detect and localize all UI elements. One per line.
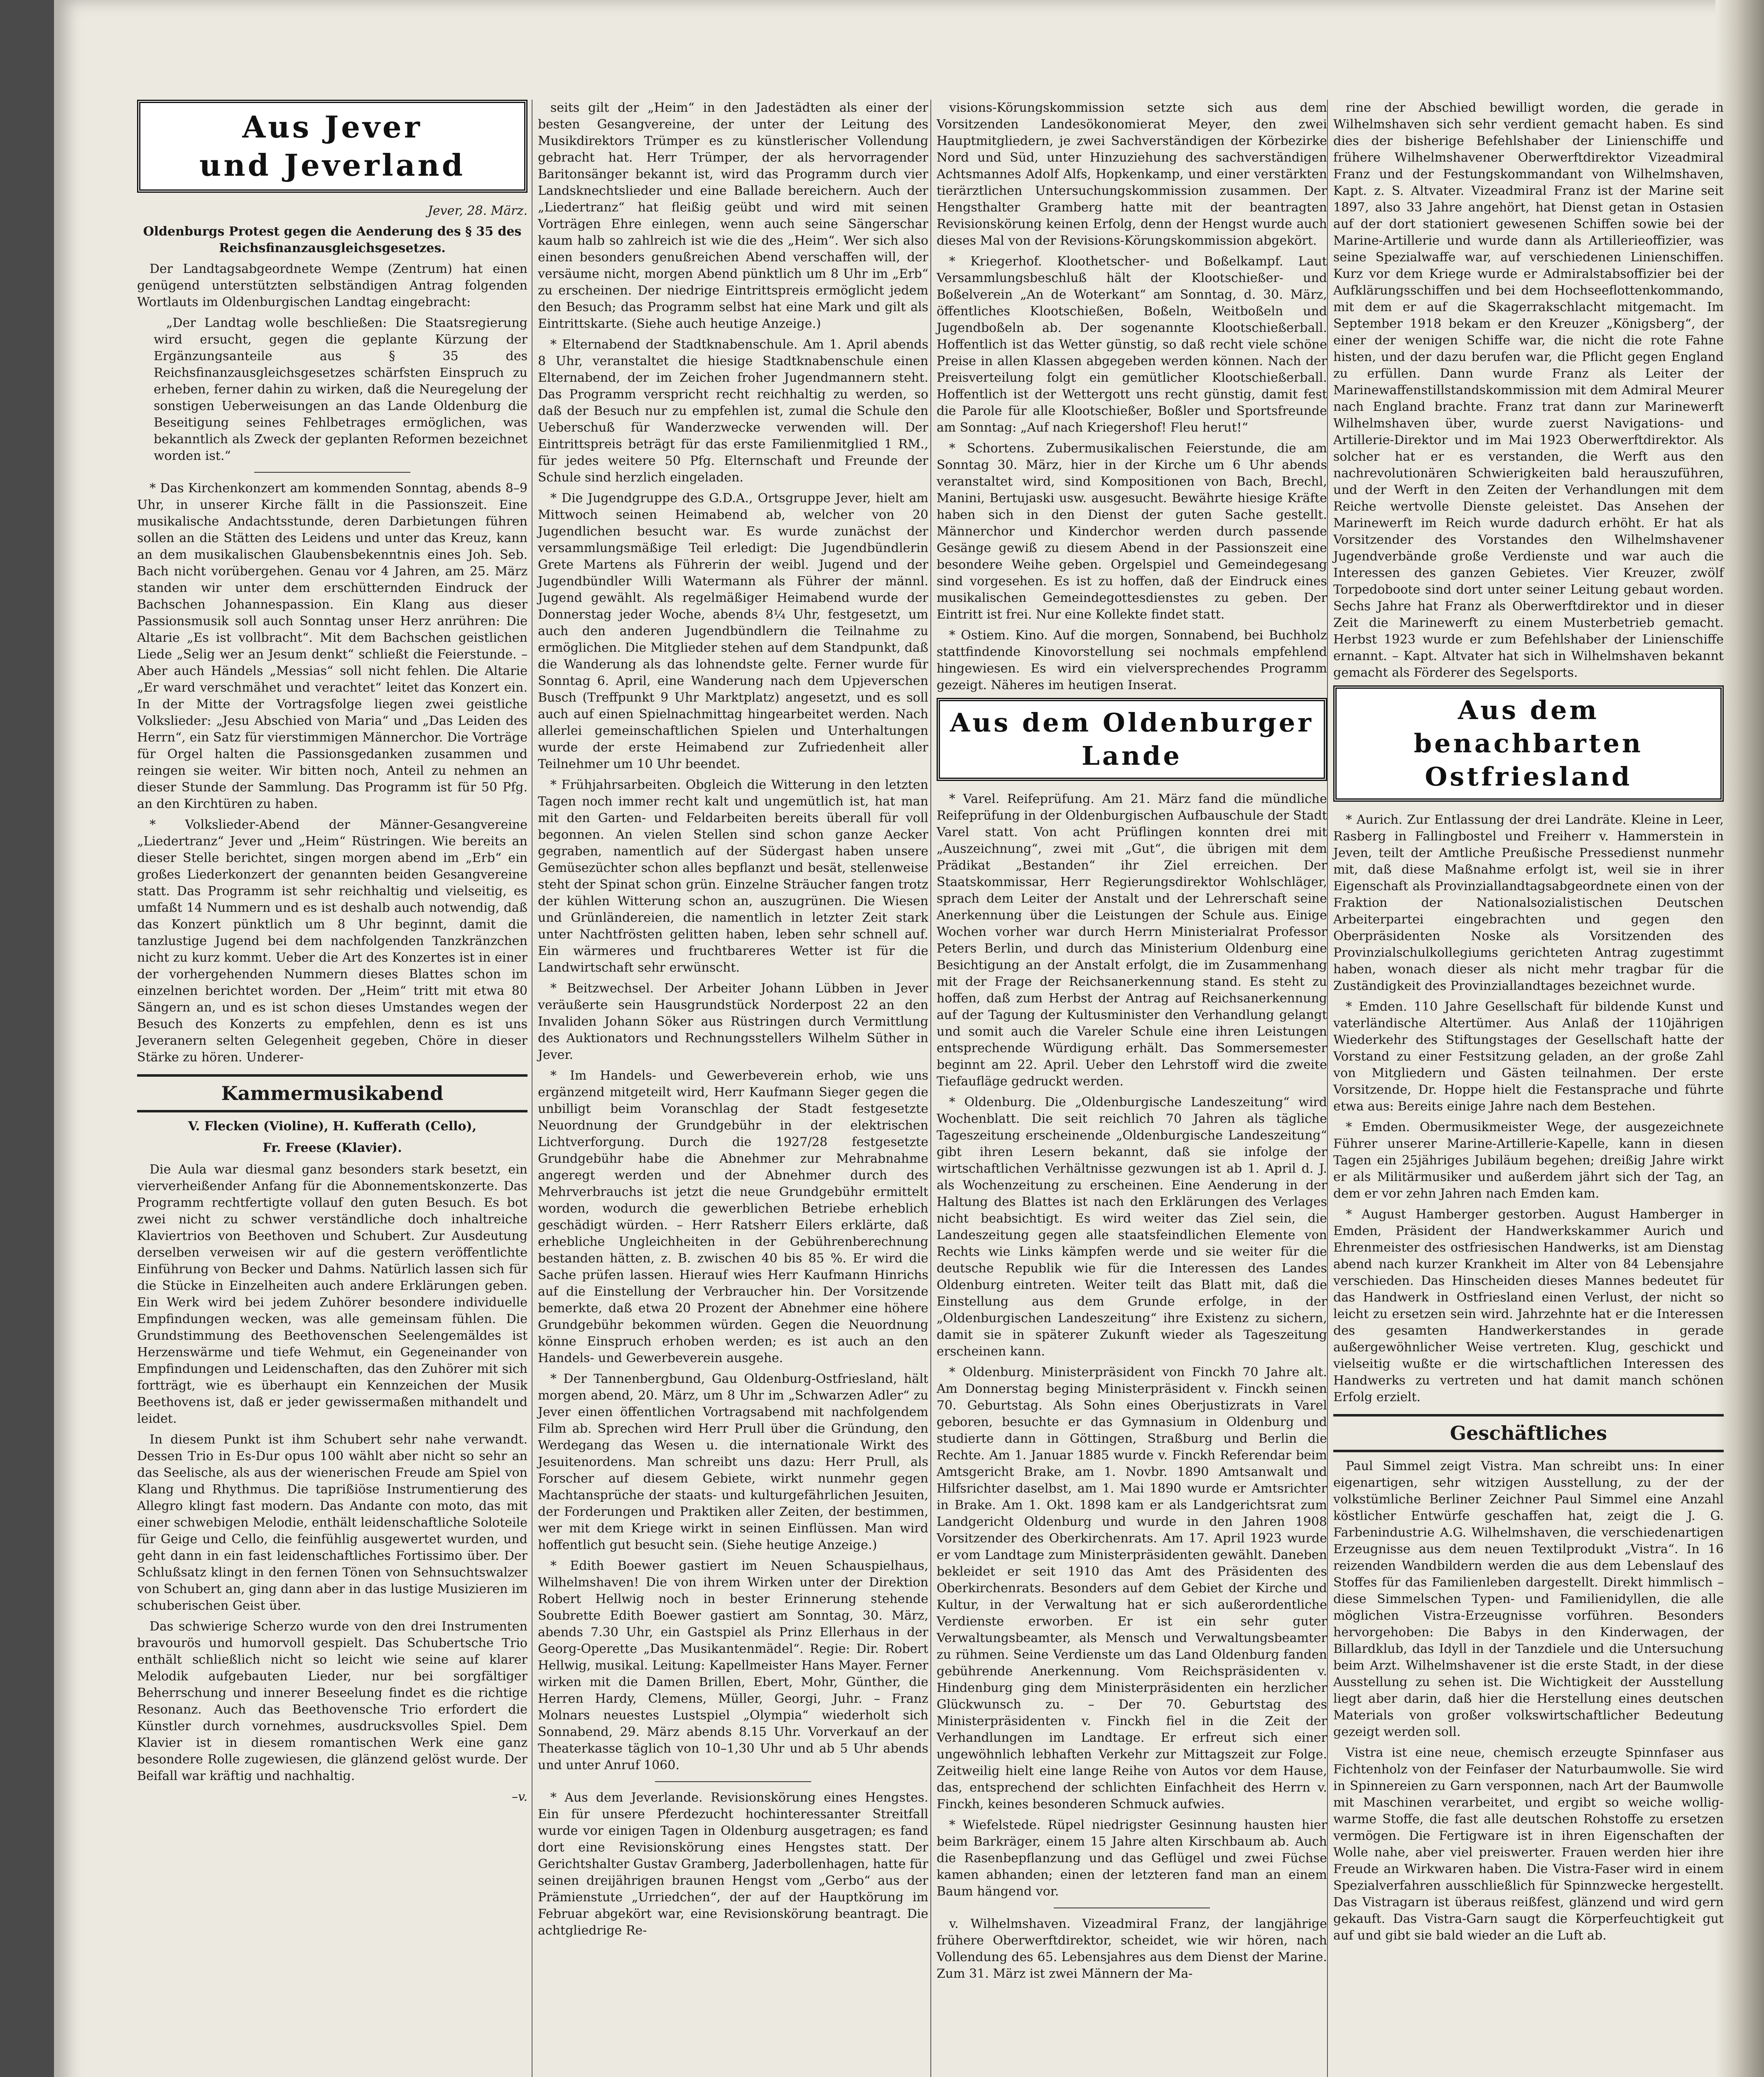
column-rule — [1327, 100, 1328, 2077]
article-paragraph: Vistra ist eine neue, chemisch erzeugte Spinnfaser aus Fichtenholz von der Feinfaser der Naturbaumwolle. Sie wird in Spinnereien zu Garn versponnen, nach Art der Baumwolle mit Maschinen verarbeitet, und ergibt so weiche wollig-warme Stoffe, die fast alle deutschen Rohstoffe zu ersetzen vermögen. Die Fertigware ist in ihren Eigenschaften der Wolle nahe, aber viel preiswerter. Frauen werden hier ihre Freude an Wirkwaren haben. Die Vistra-Faser wird in einem Spezialverfahren ausschließlich für Spinnzwecke hergestellt. Das Vistragarn ist überaus reißfest, glänzend und wird gern gekauft. Das Vistra-Garn saugt die Körperfeuchtigkeit gut auf und gibt sie bald wieder an die Luft ab. — [1333, 1746, 1724, 1943]
column-1 — [137, 100, 527, 1805]
article-subheading: Fr. Freese (Klavier). — [263, 1141, 402, 1155]
article-paragraph: rine der Abschied bewilligt worden, die gerade in Wilhelmshaven sich sehr verdient gemacht haben. Es sind dies der bisherige Befehlshaber der Linienschiffe und frühere Wilhelmshavener Oberwerftdirektor Vizeadmiral Franz und der Festungskommandant von Wilhelmshaven, Kapt. z. S. Altvater. Vizeadmiral Franz ist der Marine seit 1897, also 33 Jahre angehört, hat Dienst getan in Ostasien auf der dort stationiert gewesenen Schiffen sowie bei der Marine-Artillerie und wurde dann als Artillerieoffizier, was seine Spezialwaffe war, auf verschiedenen Linienschiffen. Kurz vor dem Kriege wurde er Admiralstabsoffizier bei der Aufklärungsschiffen und bei dem Hochseeflottenkommando, mit dem er auf die Skagerrakschlacht mitgemacht. Im September 1918 bekam er den Kreuzer „Königsberg“, der einer der wenigen Schiffe war, die nicht die rote Fahne histen, und der dazu berufen war, die Pflicht gegen England zu erfüllen. Dann wurde Franz als Leiter der Marinewaffenstillstandskommission mit dem Admiral Meurer nach England brachte. Franz trat dann zur Marinewerft Wilhelmshaven über, wurde zuerst Navigations- und Artillerie-Direktor und im Mai 1923 Oberwerftdirektor. Als solcher hat er es verstanden, die Werft aus den nachrevolutionären Schwierigkeiten bald herauszuführen, und der Werft in den Zeiten der Verhandlungen mit dem Reiche wertvolle Dienste geleistet. Das Ansehen der Marinewerft im Reich wurde dadurch erhöht. Er hat als Vorsitzender des Vorstandes den Wilhelmshavener Jugendverbände große Verdienste und war auch die Interessen des ganzen Gebietes. Vier Kreuzer, zwölf Torpedoboote sind dort unter seiner Leitung gebaut worden. Sechs Jahre hat Franz als Oberwerftdirektor und in dieser Zeit die Marinewerft zu einem Musterbetrieb gemacht. Herbst 1923 wurde er zum Befehlshaber der Linienschiffe ernannt. – Kapt. Altvater hat sich in Wilhelmshaven bekannt gemacht als Förderer des Segelsports. — [1333, 101, 1724, 680]
article-paragraph: * Wiefelstede. Rüpel niedrigster Gesinnung hausten hier beim Barkräger, einem 15 Jahre alten Kirschbaum ab. Auch die Rasenbepflanzung und das Geflügel und zwei Füchse kamen abhanden; einen der letzteren fand man an einem Baum hängend vor. — [937, 1818, 1327, 1899]
banner-line: und Jeverland — [199, 147, 466, 183]
article-quote: „Der Landtag wolle beschließen: Die Staatsregierung wird ersucht, gegen die geplante Kürzung der Ergänzungsanteile aus § 35 des Reichsfinanzausgleichsgesetzes schärfsten Einspruch zu erheben, ferner dahin zu wirken, daß die Neuregelung der sonstigen Ueberweisungen an das Lande Oldenburg die Beseitigung seines Fehlbetrages ermöglichen, was bekanntlich als Zweck der geplanten Reformen bezeichnet worden ist.“ — [154, 316, 527, 463]
article-paragraph: * Emden. 110 Jahre Gesellschaft für bildende Kunst und vaterländische Altertümer. Aus Anlaß der 110jährigen Wiederkehr des Stiftungstages der Gesellschaft hatte der Vorstand zu einer Festsitzung geladen, an der große Zahl von Mitgliedern und Gästen teilnahmen. Der erste Vorsitzende, Dr. Hoppe hielt die Festansprache und führte etwa aus: Bereits einige Jahre nach dem Bestehen. — [1333, 999, 1724, 1114]
divider — [655, 1781, 811, 1782]
column-4 — [1333, 100, 1724, 1948]
article-paragraph: * Elternabend der Stadtknabenschule. Am 1. April abends 8 Uhr, veranstaltet die hiesige Stadtknabenschule einen Elternabend, der im Zeichen froher Jugendmannern steht. Das Programm verspricht recht reichhaltig zu werden, so daß der Besuch nur zu empfehlen ist, zumal die Schule den Ueberschuß für Wanderzwecke verwenden will. Der Eintrittspreis beträgt für das erste Familienmitglied 1 RM., für jedes weitere 50 Pfg. Elternschaft und Freunde der Schule sind herzlich eingeladen. — [538, 337, 928, 485]
banner-line: Aus dem benachbarten — [1413, 695, 1644, 759]
article-paragraph: * Aurich. Zur Entlassung der drei Landräte. Kleine in Leer, Rasberg in Fallingbostel und Freiherr v. Hammerstein in Jeven, teilt der Amtliche Preußische Pressedienst nunmehr mit, daß diese Maßnahme erfolgt ist, weil sie in ihrer Eigenschaft als Provinziallandtagsabgeordnete einen von der Fraktion der Nationalsozialistischen Deutschen Arbeiterpartei eingebrachten und gegen den Oberpräsidenten Noske als Vorsitzenden des Provinzialschulkollegiums gerichteten Antrag zugestimmt haben, wonach dieser als nicht mehr tragbar für die Zuständigkeit des Provinziallandtages bezeichnet wurde. — [1333, 813, 1724, 993]
section-banner-ostfriesland — [1333, 685, 1724, 802]
article-paragraph: * Oldenburg. Ministerpräsident von Finckh 70 Jahre alt. Am Donnerstag beging Ministerpräsident v. Finckh seinen 70. Geburtstag. Als Sohn eines Oberjustizrats in Varel geboren, besuchte er das Gymnasium in Oldenburg und studierte dann in Göttingen, Straßburg und Berlin die Rechte. Am 1. Januar 1885 wurde v. Finckh Referendar beim Amtsgericht Brake, am 1. Novbr. 1890 Amtsanwalt und Hilfsrichter daselbst, am 1. Mai 1890 wurde er Amtsrichter in Brake. Am 1. Okt. 1898 kam er als Landgerichtsrat zum Landgericht Oldenburg und wurde in den Jahren 1908 Vorsitzender des Oberkirchenrats. Am 17. April 1923 wurde er vom Landtage zum Ministerpräsidenten gewählt. Daneben bekleidet er seit 1910 das Amt des Präsidenten des Oberkirchenrats. Besonders auf dem Gebiet der Kirche und Kultur, in der Verwaltung hat er sich außerordentliche Verdienste erworben. Er ist ein sehr guter Verwaltungsbeamter, als Mensch und Verwaltungsbeamter zu rühmen. Seine Verdienste um das Land Oldenburg fanden gebührende Anerkennung. Vom Reichspräsidenten v. Hindenburg ging dem Ministerpräsidenten ein herzlicher Glückwunsch zu. – Der 70. Geburtstag des Ministerpräsidenten v. Finckh fiel in die Zeit der Verhandlungen im Landtage. Er erfreut sich einer ungewöhnlich lebhaften Verkehr zur Mittagszeit zur Folge. Zeitweilig hielt eine lange Reihe von Autos vor dem Hause, das, entsprechend der schlichten Einfachheit des Herrn v. Finckh, keines besonderen Schmuck aufwies. — [937, 1365, 1327, 1812]
banner-line: Ostfriesland — [1425, 761, 1632, 792]
banner-line: Lande — [1082, 741, 1182, 771]
article-paragraph: Das schwierige Scherzo wurde von den drei Instrumenten bravourös und humorvoll gespielt. Das Schubertsche Trio enthält schließlich nicht so leicht wie seine auf klarer Melodik aufgebauten Lieder, nur bei sorgfältiger Beherrschung und innerer Beseelung findet es die richtige Resonanz. Auch das Beethovensche Trio erfordert die Künstler durch vornehmes, ausdrucksvolles Spiel. Dem Klavier ist in diesem romantischen Werk eine ganz besondere Rolle zugewiesen, die glänzend gelöst wurde. Der Beifall war kräftig und nachhaltig. — [137, 1619, 527, 1783]
article-paragraph: * Edith Boewer gastiert im Neuen Schauspielhaus, Wilhelmshaven! Die von ihrem Wirken unter der Direktion Robert Hellwig noch in bester Erinnerung stehende Soubrette Edith Boewer gastiert am Sonntag, 30. März, abends 7.30 Uhr, ein Gastspiel als Prinz Ellerhaus in der Georg-Operette „Das Musikantenmädel“. Regie: Dir. Robert Hellwig, musikal. Leitung: Kapellmeister Hans Mayer. Ferner wirken mit die Damen Brillen, Ebert, Mohr, Günther, die Herren Hardy, Clemens, Müller, Georgi, Juhr. – Franz Molnars neuestes Lustspiel „Olympia“ wiederholt sich Sonnabend, 29. März abends 8.15 Uhr. Vorverkauf an der Theaterkasse täglich von 10–1,30 Uhr und ab 5 Uhr abends und unter Anruf 1060. — [538, 1559, 928, 1773]
section-banner-oldenburg — [937, 698, 1327, 781]
article-heading: Geschäftliches — [1333, 1414, 1724, 1452]
article-paragraph: * Ostiem. Kino. Auf die morgen, Sonnabend, bei Buchholz stattfindende Kinovorstellung sei nochmals empfehlend hingewiesen. Es wird ein vielversprechendes Programm gezeigt. Näheres im heutigen Inserat. — [937, 628, 1327, 692]
article-paragraph: * Aus dem Jeverlande. Revisionskörung eines Hengstes. Ein für unsere Pferdezucht hochinteressanter Streitfall wurde vor einigen Tagen in Oldenburg ausgetragen; es fand dort eine Revisionskörung eines Hengstes statt. Der Gerichtshalter Gustav Gramberg, Jaderbollenhagen, hatte für seinen dreijährigen braunen Hengst vom „Gerbo“ aus der Prämienstute „Urriedchen“, der auf der Hauptkörung im Februar abgekört war, eine Revisionskörung beantragt. Die achtgliedrige Re- — [538, 1790, 928, 1938]
dateline: Jever, 28. März. — [427, 204, 527, 218]
article-paragraph: In diesem Punkt ist ihm Schubert sehr nahe verwandt. Dessen Trio in Es-Dur opus 100 wählt aber nicht so sehr an das Seelische, als aus der wienerischen Freude am Spiel von Klang und Rhythmus. Die taprißiöse Instrumentierung des Allegro klingt fast modern. Das Andante con moto, das mit einer schwebigen Melodie, enthält leidenschaftliche Soloteile für Geige und Cello, die feinfühlig ausgewertet wurden, und geht dann in ein fast leidenschaftliches Fortissimo über. Der Schlußsatz klingt in den fernen Tönen von Sehnsuchtswalzer von Schubert an, ging dann aber in das lustige Musizieren im schuberischen Geist über. — [137, 1432, 527, 1613]
article-paragraph: * Die Jugendgruppe des G.D.A., Ortsgruppe Jever, hielt am Mittwoch seinen Heimabend ab, welcher von 20 Jugendlichen besucht war. Es wurde zunächst der versammlungsmäßige Teil erledigt: Die Jugendbündlerin Grete Martens als Führerin der weibl. Jugend und der Jugendbündler Willi Watermann als Führer der männl. Jugend gewählt. Als regelmäßiger Heimabend wurde der Donnerstag jeder Woche, abends 8¼ Uhr, festgesetzt, um auch den anderen Jugendbündlern die Teilnahme zu ermöglichen. Die Mitglieder stehen auf dem Standpunkt, daß die Wanderung als das lohnendste gelte. Ferner wurde für Sonntag 6. April, eine Wanderung nach dem Upjeverschen Busch (Treffpunkt 9 Uhr Marktplatz) angesetzt, und es soll auch auf einen Spielnachmittag hingearbeitet werden. Nach allerlei gemeinschaftlichen Spielen und Unterhaltungen wurde der erste Heimabend zur Zufriedenheit aller Teilnehmer um 10 Uhr beendet. — [538, 491, 928, 771]
article-paragraph: * Der Tannenbergbund, Gau Oldenburg-Ostfriesland, hält morgen abend, 20. März, um 8 Uhr im „Schwarzen Adler“ zu Jever einen öffentlichen Vortragsabend mit nachfolgendem Film ab. Sprechen wird Herr Prull über die Gründung, den Werdegang das Wesen u. die internationale Wirkt des Jesuitenordens. Man schreibt uns dazu: Herr Prull, als Forscher auf diesem Gebiete, wirkt nunmehr gegen Machtansprüche der staats- und kulturgefährlichen Jesuiten, der Forderungen und Praktiken aller Zeiten, der bestimmen, wer mit dem Kriege wirkt in seinen Einflüssen. Man wird hoffentlich gut besucht sein. (Siehe heutige Anzeige.) — [538, 1372, 928, 1552]
article-heading: Kammermusikabend — [137, 1074, 527, 1112]
column-2 — [538, 100, 928, 1943]
column-3 — [937, 100, 1327, 1986]
article-paragraph: * Das Kirchenkonzert am kommenden Sonntag, abends 8–9 Uhr, in unserer Kirche fällt in die Passionszeit. Eine musikalische Andachtsstunde, deren Darbietungen führen sollen an die Stätten des Leidens und unter das Kreuz, kann an dem musikalischen Glaubensbekenntnis eines Joh. Seb. Bach nicht vorübergehen. Genau vor 4 Jahren, am 25. März standen wir unter dem erschütternden Eindruck der Bachschen Johannespassion. Ein Klang aus dieser Passionsmusik soll auch Sonntag unser Herz anrühren: Die Altarie „Es ist vollbracht“. Mit dem Bachschen geistlichen Liede „Selig wer an Jesum denkt“ schließt die Feierstunde. – Aber auch Händels „Messias“ soll nicht fehlen. Die Altarie „Er ward verschmähet und verachtet“ leitet das Konzert ein. In der Mitte der Vortragsfolge liegen zwei geistliche Volkslieder: „Jesu Abschied von Maria“ und „Das Leiden des Herrn“, ein Satz für vierstimmigen Männerchor. Die Vorträge für Orgel halten die Passionsgedanken zusammen und reingen sie weiter. Wir bitten noch, Anteil zu nehmen an dieser Stunde der Sammlung. Das Programm ist für 50 Pfg. an den Kirchtüren zu haben. — [137, 481, 527, 811]
article-paragraph: * Oldenburg. Die „Oldenburgische Landeszeitung“ wird Wochenblatt. Die seit reichlich 70 Jahren als tägliche Tageszeitung erscheinende „Oldenburgische Landeszeitung“ gibt ihren Lesern bekannt, daß sie infolge der wirtschaftlichen Verhältnisse gezwungen ist ab 1. April d. J. als Wochenzeitung zu erscheinen. Eine Aenderung in der Haltung des Blattes ist nach den Erklärungen des Verlages nicht beabsichtigt. Es wird weiter das Ziel sein, die Landeszeitung gegen alle staatsfeindlichen Elemente von Rechts wie Links kämpfen werde und sie weiter für die deutsche Republik wie für die Interessen des Landes Oldenburg eintreten. Weiter teilt das Blatt mit, daß die Einstellung aus dem Grunde erfolge, in der „Oldenburgischen Landeszeitung“ ihre Existenz zu sichern, damit sie in späterer Zukunft wieder als Tageszeitung erscheinen kann. — [937, 1095, 1327, 1359]
article-paragraph: * Schortens. Zubermusikalischen Feierstunde, die am Sonntag 30. März, hier in der Kirche um 6 Uhr abends veranstaltet wird, sind Kompositionen von Bach, Brechl, Manini, Bertujaski usw. ausgesucht. Bewährte hiesige Kräfte haben sich in den Dienst der guten Sache gestellt. Männerchor und Kinderchor werden durch passende Gesänge gewiß zu diesem Abend in der Passionszeit eine besondere Weihe geben. Orgelspiel und Gemeindegesang sind vorgesehen. Es ist zu hoffen, daß der Eindruck eines musikalischen Gemeindegottesdienstes zu geben. Der Eintritt ist frei. Nur eine Kollekte findet statt. — [937, 441, 1327, 622]
article-paragraph: Die Aula war diesmal ganz besonders stark besetzt, ein vierverheißender Anfang für die Abonnementskonzerte. Das Programm rechtfertigte vollauf den guten Besuch. Es bot zwei nicht zu schwer verständliche doch inhaltreiche Klaviertrios von Beethoven und Schubert. Zur Ausdeutung derselben verweisen wir auf die gestern veröffentlichte Einführung von Becker und Dahms. Natürlich lassen sich für die Stücke in Einzelheiten auch andere Erklärungen geben. Ein Werk wird bei jedem Zuhörer besondere individuelle Empfindungen wecken, was alle gemeinsam fühlen. Die Grundstimmung des Beethovenschen Seelengemäldes ist Herzenswärme und tiefe Wehmut, ein Gegeneinander von Empfindungen und Leidenschaften, das den Zuhörer mit sich fortträgt, wie es überhaupt ein Kennzeichen der Musik Beethovens ist, daß er jeder gewissermaßen mithandelt und leidet. — [137, 1162, 527, 1426]
article-paragraph: * Volkslieder-Abend der Männer-Gesangvereine „Liedertranz“ Jever und „Heim“ Rüstringen. Wie bereits an dieser Stelle berichtet, singen morgen abend im „Erb“ ein großes Liederkonzert der genannten beiden Gesangvereine statt. Das Programm ist sehr reichhaltig und vielseitig, es umfaßt 14 Nummern und es ist deshalb auch notwendig, daß das Konzert pünktlich um 8 Uhr beginnt, damit die tanzlustige Jugend bei dem nachfolgenden Tanzkränzchen nicht zu kurz kommt. Ueber die Art des Konzertes ist in einer der vorhergehenden Nummern dieses Blattes schon im einzelnen berichtet worden. Der „Heim“ tritt mit etwa 80 Sängern an, und es ist schon dieses Umstandes wegen der Besuch des Konzerts zu empfehlen, denn es ist uns Jeveranern selten Gelegenheit gegeben, Chöre in dieser Stärke zu hören. Underer- — [137, 818, 527, 1065]
article-paragraph: Paul Simmel zeigt Vistra. Man schreibt uns: In einer eigenartigen, sehr witzigen Ausstellung, zu der der volkstümliche Berliner Zeichner Paul Simmel eine Anzahl köstlicher Entwürfe geschaffen hat, zeigt die J. G. Farbenindustrie A.G. Wilhelmshaven, die verschiedenartigen Erzeugnisse aus dem neuen Textilprodukt „Vistra“. In 16 reizenden Wandbildern werden die aus dem Lebenslauf des Stoffes für das Familienleben dargestellt. Direkt himmlisch – diese Simmelschen Typen- und Familienidyllen, die alle möglichen Vistra-Erzeugnisse vorführen. Besonders hervorgehoben: Die Babys in den Kinderwagen, der Billardklub, das Idyll in der Tanzdiele und die Untersuchung beim Arzt. Wilhelmshavener ist die erste Stadt, in der diese Ausstellung zu sehen ist. Die Wichtigkeit der Ausstellung liegt aber darin, daß hier die Herstellung eines deutschen Materials von großer volkswirtschaftlicher Bedeutung gezeigt werden soll. — [1333, 1459, 1724, 1739]
article-paragraph: * Varel. Reifeprüfung. Am 21. März fand die mündliche Reifeprüfung in der Oldenburgischen Aufbauschule der Stadt Varel statt. Von acht Prüflingen konnten drei mit „Auszeichnung“, zwei mit „Gut“, die übrigen mit dem Prädikat „Bestanden“ ihr Ziel erreichen. Der Staatskommissar, Herr Regierungsdirektor Wohlschläger, sprach dem Leiter der Anstalt und der Lehrerschaft seine Anerkennung über die Leistungen der Schule aus. Einige Wochen vorher war durch Herrn Ministerialrat Professor Peters Berlin, und durch das Ministerium Oldenburg eine Besichtigung an der Anstalt erfolgt, die im Zusammenhang mit der Frage der Reichsanerkennung stand. Es steht zu hoffen, daß zum Herbst der Antrag auf Reichsanerkennung auf der Tagung der Kultusminister den Verhandlung gelangt und somit auch die Vareler Schule eine ihren Leistungen entsprechende Würdigung erhält. Das Sommersemester beginnt am 22. April. Ueber den Lehrstoff wird die zweite Tiefaufläge gedruckt werden. — [937, 792, 1327, 1089]
divider — [254, 472, 410, 473]
banner-line: Aus dem Oldenburger — [950, 707, 1314, 738]
article-paragraph: * Frühjahrsarbeiten. Obgleich die Witterung in den letzten Tagen noch immer recht kalt und ungemütlich ist, hat man mit den Garten- und Feldarbeiten bereits überall für voll begonnen. An vielen Stellen sind schon ganze Aecker gegraben, namentlich auf der Südergast haben unsere Gemüsezüchter schon alles bepflanzt und besät, stellenweise steht der Spinat schon grün. Einzelne Sträucher fangen trotz der kühlen Witterung schon an, auszugrünen. Die Wiesen und Grünländereien, die namentlich in letzter Zeit stark unter Nachtfrösten gelitten haben, leben sehr schnell auf. Ein wärmeres und fruchtbareres Wetter ist für die Landwirtschaft sehr erwünscht. — [538, 778, 928, 975]
article-subheading: V. Flecken (Violine), H. Kufferath (Cello), — [188, 1119, 477, 1134]
article-paragraph: * Emden. Obermusikmeister Wege, der ausgezeichnete Führer unserer Marine-Artillerie-Kapelle, kann in diesen Tagen ein 25jähriges Jubiläum begehen; dreißig Jahre wirkt er als Militärmusiker und außerdem jährt sich der Tag, an dem er vor zehn Jahren nach Emden kam. — [1333, 1120, 1724, 1201]
article-paragraph: * Im Handels- und Gewerbeverein erhob, wie uns ergänzend mitgeteilt wird, Herr Kaufmann Sieger gegen die unbilligt beim Voranschlag der Stadt festgesetzte Neuordnung der Grundgebühr in der elektrischen Lichtverforgung. Durch die 1927/28 festgesetzte Grundgebühr habe die Abnehmer zur Mehrabnahme angeregt werden und der Abnehmer durch des Mehrverbrauchs ist jetzt die neue Grundgebühr ermittelt worden, wodurch die gewerblichen Betriebe erheblich geschädigt würden. – Herr Ratsherr Eilers erklärte, daß erhebliche Ungleichheiten in der Gebührenberechnung bestanden hätten, z. B. zwischen 40 bis 85 %. Er wird die Sache prüfen lassen. Hierauf wies Herr Kaufmann Hinrichs auf die Einstellung der Verbraucher hin. Der Vorsitzende bemerkte, daß etwa 20 Prozent der Abnehmer eine höhere Grundgebühr bekommen würden. Gegen die Neuordnung könne Einspruch erhoben werden; es ist auch an den Handels- und Gewerbeverein ausgehe. — [538, 1068, 928, 1365]
article-paragraph: v. Wilhelmshaven. Vizeadmiral Franz, der langjährige frühere Oberwerftdirektor, scheidet, wie wir hören, nach Vollendung des 65. Lebensjahres aus dem Dienst der Marine. Zum 31. März ist zwei Männern der Ma- — [937, 1917, 1327, 1981]
article-paragraph: * Kriegerhof. Kloothetscher- und Boßelkampf. Laut Versammlungsbeschluß hält der Klootschießer- und Boßelverein „An de Woterkant“ am Sonntag, d. 30. März, öffentliches Klootschießen, Boßeln, Weitboßeln und Jugendboßeln ab. Der sogenannte Klootschießerball. Hoffentlich ist das Wetter günstig, so daß recht viele schöne Preise in allen Klassen abgegeben werden können. Nach der Preisverteilung folgt ein gemütlicher Klootschießerball. Hoffentlich ist der Wettergott uns recht günstig, damit fest die Parole für alle Klootschießer, Boßler und Sportsfreunde am Sonntag: „Auf nach Kriegershof! Fleu herut!“ — [937, 254, 1327, 435]
article-paragraph: * August Hamberger gestorben. August Hamberger in Emden, Präsident der Handwerkskammer Aurich und Ehrenmeister des ostfriesischen Handwerks, ist am Dienstag abend nach kurzer Krankheit im Alter von 84 Lebensjahre verschieden. Das Hinscheiden dieses Mannes bedeutet für das Handwerk in Ostfriesland einen Verlust, der nicht so leicht zu ersetzen sein wird. Jahrzehnte hat er die Interessen des gesamten Handwerkerstandes in gerade außergewöhnlicher Weise vertreten. Klug, geschickt und vielseitig wußte er die wirtschaftlichen Interessen des Handwerks zu vertreten und hat damit manch schönen Erfolg erzielt. — [1333, 1207, 1724, 1404]
author-signature: –v. — [512, 1790, 527, 1804]
article-paragraph: seits gilt der „Heim“ in den Jadestädten als einer der besten Gesangvereine, der unter der Leitung des Musikdirektors Trümper es zu künstlerischer Vollendung gebracht hat. Herr Trümper, der als hervorragender Baritonsänger bekannt ist, wird das Programm durch vier Landsknechtslieder und eine Ballade bereichern. Auch der „Liedertranz“ hat fleißig geübt und wird mit seinen Vorträgen Ehre einlegen, wenn auch seine Sängerschar kaum halb so zahlreich ist wie die des „Heim“. Wer sich also einen besonders genußreichen Abend verschaffen will, der versäume nicht, morgen Abend pünktlich um 8 Uhr im „Erb“ zu erscheinen. Der niedrige Eintrittspreis ermöglicht jedem den Besuch; das Programm selbst hat eine Mark und gilt als Eintrittskarte. (Siehe auch heutige Anzeige.) — [538, 101, 928, 331]
banner-line: Aus Jever — [242, 109, 422, 145]
article-title: Oldenburgs Protest gegen die Aenderung des § 35 des Reichsfinanzausgleichsgesetzes. — [143, 224, 522, 255]
article-paragraph: * Beitzwechsel. Der Arbeiter Johann Lübben in Jever veräußerte sein Hausgrundstück Norderpost 22 an den Invaliden Johann Söker aus Rüstringen durch Vermittlung des Auktionators und Rechnungsstellers Wilhelm Süther in Jever. — [538, 981, 928, 1062]
column-rule — [930, 100, 931, 2077]
article-paragraph: Der Landtagsabgeordnete Wempe (Zentrum) hat einen genügend unterstützten selbständigen Antrag folgenden Wortlauts im Oldenburgischen Landtag eingebracht: — [137, 262, 527, 309]
article-paragraph: visions-Körungskommission setzte sich aus dem Vorsitzenden Landesökonomierat Meyer, den zwei Hauptmitgliedern, je zwei Sachverständigen der Körbezirke Nord und Süd, unter Hinzuziehung des sachverständigen Achtsmannes Adolf Alfs, Hopkenkamp, und einer verstärkten tierärztlichen Untersuchungskommission zusammen. Der Hengsthalter Gramberg hatte mit der beantragten Revisionskörung keinen Erfolg, denn der Hengst wurde auch dieses Mal von der Revisions-Körungskommission abgekört. — [937, 101, 1327, 248]
section-banner-jever — [137, 100, 527, 193]
